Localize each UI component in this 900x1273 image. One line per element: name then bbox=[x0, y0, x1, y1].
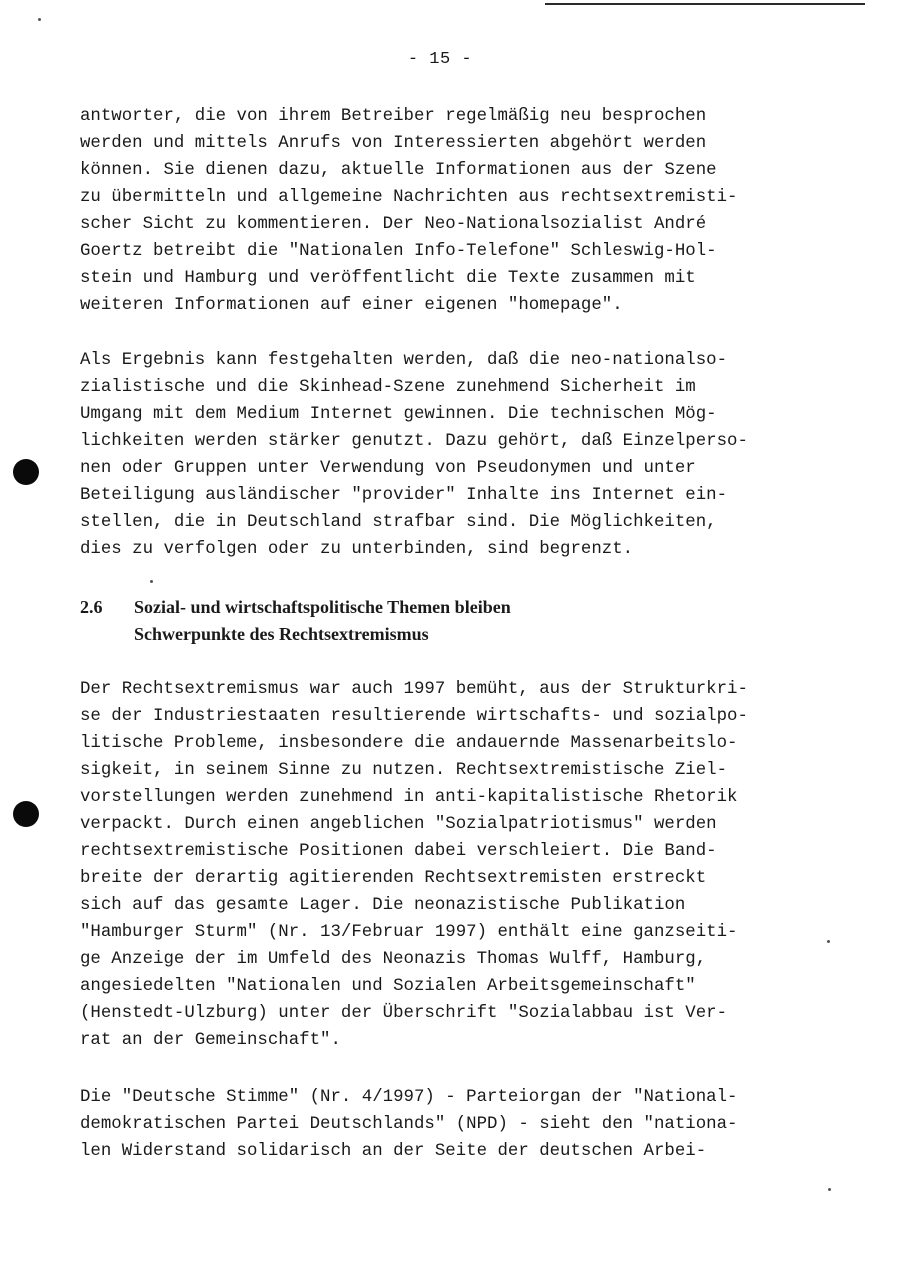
scan-speck bbox=[150, 580, 153, 583]
scan-speck bbox=[827, 940, 830, 943]
text-line: können. Sie dienen dazu, aktuelle Informationen aus der Szene bbox=[80, 161, 717, 180]
text-line: Der Rechtsextremismus war auch 1997 bemüht, aus der Strukturkri- bbox=[80, 680, 748, 699]
text-line: zialistische und die Skinhead-Szene zunehmend Sicherheit im bbox=[80, 378, 696, 397]
text-line: stellen, die in Deutschland strafbar sind. Die Möglichkeiten, bbox=[80, 513, 717, 532]
text-line: antworter, die von ihrem Betreiber regelmäßig neu besprochen bbox=[80, 107, 707, 126]
text-line: angesiedelten "Nationalen und Sozialen Arbeitsgemeinschaft" bbox=[80, 977, 696, 996]
page-number: - 15 - bbox=[407, 50, 473, 69]
text-line: "Hamburger Sturm" (Nr. 13/Februar 1997) enthält eine ganzseiti- bbox=[80, 923, 738, 942]
text-line: nen oder Gruppen unter Verwendung von Pseudonymen und unter bbox=[80, 459, 696, 478]
text-line: lichkeiten werden stärker genutzt. Dazu gehört, daß Einzelperso- bbox=[80, 432, 748, 451]
text-line: Die "Deutsche Stimme" (Nr. 4/1997) - Parteiorgan der "National- bbox=[80, 1088, 738, 1107]
text-line: stein und Hamburg und veröffentlicht die Texte zusammen mit bbox=[80, 269, 696, 288]
text-line: len Widerstand solidarisch an der Seite der deutschen Arbei- bbox=[80, 1142, 707, 1161]
text-line: breite der derartig agitierenden Rechtsextremisten erstreckt bbox=[80, 869, 707, 888]
text-line: demokratischen Partei Deutschlands" (NPD) - sieht den "nationa- bbox=[80, 1115, 738, 1134]
text-line: Als Ergebnis kann festgehalten werden, daß die neo-nationalso- bbox=[80, 351, 728, 370]
text-line: weiteren Informationen auf einer eigenen "homepage". bbox=[80, 296, 623, 315]
text-line: sich auf das gesamte Lager. Die neonazistische Publikation bbox=[80, 896, 686, 915]
text-line: Beteiligung ausländischer "provider" Inhalte ins Internet ein- bbox=[80, 486, 728, 505]
text-line: dies zu verfolgen oder zu unterbinden, sind begrenzt. bbox=[80, 540, 634, 559]
scan-speck bbox=[828, 1188, 831, 1191]
text-line: rat an der Gemeinschaft". bbox=[80, 1031, 341, 1050]
text-line: verpackt. Durch einen angeblichen "Sozialpatriotismus" werden bbox=[80, 815, 717, 834]
scan-speck bbox=[38, 18, 41, 21]
text-line: rechtsextremistische Positionen dabei verschleiert. Die Band- bbox=[80, 842, 717, 861]
punch-hole-lower bbox=[13, 801, 39, 827]
text-line: scher Sicht zu kommentieren. Der Neo-Nationalsozialist André bbox=[80, 215, 707, 234]
section-number: 2.6 bbox=[80, 597, 103, 617]
section-title-line-1: Sozial- und wirtschaftspolitische Themen bleiben bbox=[134, 597, 511, 617]
text-line: zu übermitteln und allgemeine Nachrichten aus rechtsextremisti- bbox=[80, 188, 738, 207]
text-line: (Henstedt-Ulzburg) unter der Überschrift "Sozialabbau ist Ver- bbox=[80, 1004, 728, 1023]
text-line: werden und mittels Anrufs von Interessierten abgehört werden bbox=[80, 134, 707, 153]
text-line: Goertz betreibt die "Nationalen Info-Telefone" Schleswig-Hol- bbox=[80, 242, 717, 261]
text-line: litische Probleme, insbesondere die andauernde Massenarbeitslo- bbox=[80, 734, 738, 753]
punch-hole-upper bbox=[13, 459, 39, 485]
text-line: se der Industriestaaten resultierende wirtschafts- und sozialpo- bbox=[80, 707, 748, 726]
text-line: vorstellungen werden zunehmend in anti-kapitalistische Rhetorik bbox=[80, 788, 738, 807]
section-title-line-2: Schwerpunkte des Rechtsextremismus bbox=[134, 624, 429, 644]
top-edge-rule bbox=[545, 3, 865, 5]
text-line: Umgang mit dem Medium Internet gewinnen. Die technischen Mög- bbox=[80, 405, 717, 424]
text-line: sigkeit, in seinem Sinne zu nutzen. Rechtsextremistische Ziel- bbox=[80, 761, 728, 780]
text-line: ge Anzeige der im Umfeld des Neonazis Thomas Wulff, Hamburg, bbox=[80, 950, 707, 969]
